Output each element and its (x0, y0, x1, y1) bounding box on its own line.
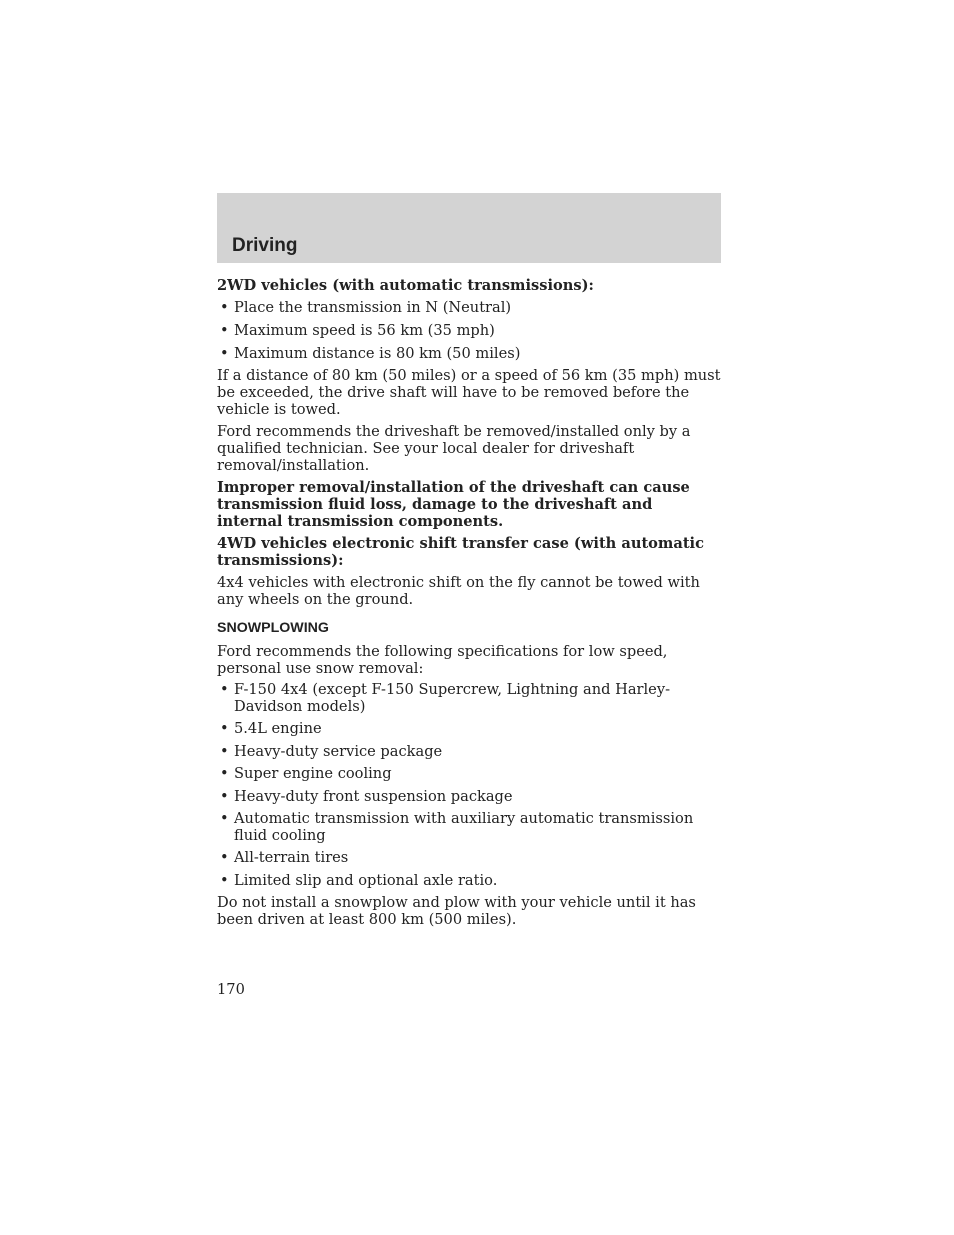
towing-2wd-list (217, 299, 721, 362)
list-item (217, 720, 721, 737)
bullet-icon: • (220, 788, 229, 805)
list-item-text: Place the transmission in N (Neutral) (234, 299, 512, 316)
list-item-text: All-terrain tires (234, 849, 349, 866)
section-title: Driving (232, 235, 298, 256)
list-item-text: 5.4L engine (234, 720, 322, 737)
bullet-icon: • (220, 810, 229, 827)
list-item-text: Automatic transmission with auxiliary automatic transmission fluid cooling (234, 810, 694, 844)
snowplowing-intro: Ford recommends the following specifications for low speed, personal use snow removal: (217, 643, 668, 677)
list-item-text: Limited slip and optional axle ratio. (234, 872, 498, 889)
page-number: 170 (217, 981, 245, 998)
warning-paragraph: Improper removal/installation of the driveshaft can cause transmission fluid loss, damage to the driveshaft and internal transmission components. (217, 479, 690, 530)
list-item (217, 743, 721, 760)
section-header-band (217, 193, 721, 263)
list-item (217, 299, 721, 316)
list-item-text: F-150 4x4 (except F-150 Supercrew, Lightning and Harley-Davidson models) (234, 681, 670, 715)
bullet-icon: • (220, 743, 229, 760)
list-item-text: Heavy-duty service package (234, 743, 443, 760)
bullet-icon: • (220, 872, 229, 889)
list-item-text: Super engine cooling (234, 765, 392, 782)
bullet-icon: • (220, 765, 229, 782)
bullet-icon: • (220, 299, 229, 316)
list-item-text: Heavy-duty front suspension package (234, 788, 513, 805)
bullet-icon: • (220, 681, 229, 698)
list-item (217, 322, 721, 339)
list-item (217, 810, 721, 844)
snowplowing-heading: SNOWPLOWING (217, 620, 329, 636)
bullet-icon: • (220, 720, 229, 737)
snowplowing-closing: Do not install a snowplow and plow with your vehicle until it has been driven at least 800 km (500 miles). (217, 894, 696, 928)
bullet-icon: • (220, 849, 229, 866)
bullet-icon: • (220, 322, 229, 339)
towing-2wd-heading: 2WD vehicles (with automatic transmissions): (217, 277, 594, 294)
list-item-text: Maximum distance is 80 km (50 miles) (234, 345, 521, 362)
list-item (217, 788, 721, 805)
snowplowing-list (217, 681, 721, 889)
towing-4wd-paragraph: 4x4 vehicles with electronic shift on the fly cannot be towed with any wheels on the ground. (217, 574, 700, 608)
list-item (217, 681, 721, 715)
list-item (217, 345, 721, 362)
list-item (217, 849, 721, 866)
towing-4wd-heading: 4WD vehicles electronic shift transfer case (with automatic transmissions): (217, 535, 704, 569)
list-item (217, 765, 721, 782)
bullet-icon: • (220, 345, 229, 362)
list-item-text: Maximum speed is 56 km (35 mph) (234, 322, 495, 339)
list-item (217, 872, 721, 889)
page-content (217, 277, 721, 928)
recommend-paragraph: Ford recommends the driveshaft be removed/installed only by a qualified technician. See your local dealer for driveshaft removal/installation. (217, 423, 691, 474)
exceed-paragraph: If a distance of 80 km (50 miles) or a speed of 56 km (35 mph) must be exceeded, the drive shaft will have to be removed before the vehicle is towed. (217, 367, 721, 418)
